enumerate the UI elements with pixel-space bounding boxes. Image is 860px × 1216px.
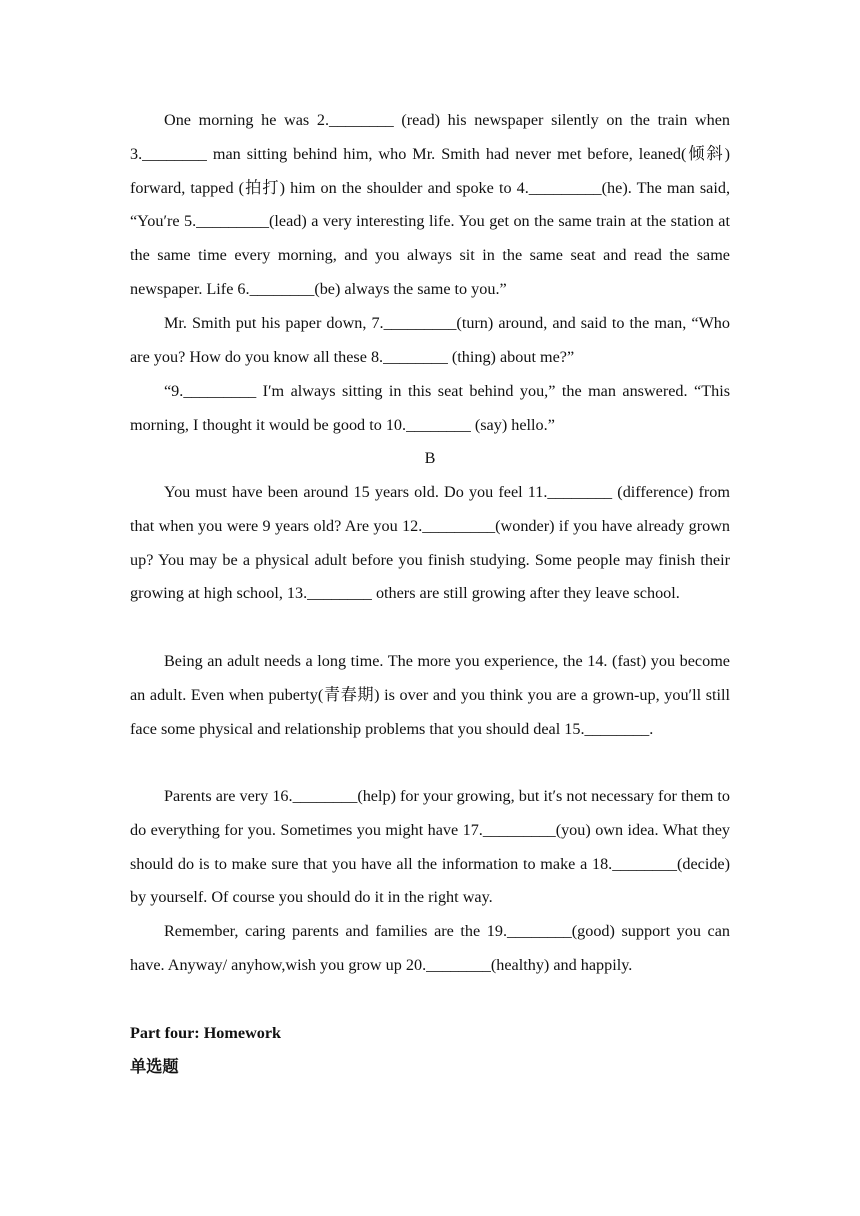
- passage-b-paragraph-2: Being an adult needs a long time. The more you experience, the 14. (fast) you become an adult. Even when puberty(青春期) is over and you think you are a grown-up, you′ll still face some physical and relationship problems that you should deal 15.________.: [130, 652, 730, 738]
- passage-a-paragraph-1: One morning he was 2.________ (read) his newspaper silently on the train when 3.________ man sitting behind him, who Mr. Smith had never met before, leaned(倾斜) forward, tapped (拍打) him on the shoulder and spoke to 4._________(he). The man said, “You′re 5._________(lead) a very interesting life. You get on the same train at the station at the same time every morning, and you always sit in the same seat and read the same newspaper. Life 6.________(be) always the same to you.”: [130, 111, 730, 298]
- passage-b-paragraph-1: You must have been around 15 years old. Do you feel 11.________ (difference) from that when you were 9 years old? Are you 12._________(wonder) if you have already grown up? You may be a physical adult before you finish studying. Some people may finish their growing at high school, 13.________ others are still growing after they leave school.: [130, 483, 730, 603]
- passage-b-paragraph-3: Parents are very 16.________(help) for your growing, but it′s not necessary for them to do everything for you. Sometimes you might have 17._________(you) own idea. What they should do is to make sure that you have all the information to make a 18.________(decide) by yourself. Of course you should do it in the right way.: [130, 787, 730, 907]
- part-four-subheading: 单选题: [130, 1058, 179, 1076]
- passage-b-label: B: [424, 449, 436, 467]
- passage-a-paragraph-2: Mr. Smith put his paper down, 7._________(turn) around, and said to the man, “Who are you? How do you know all these 8.________ (thing) about me?”: [130, 314, 730, 366]
- passage-b-paragraph-4: Remember, caring parents and families are the 19.________(good) support you can have. Anyway/ anyhow,wish you grow up 20.________(healthy) and happily.: [130, 922, 730, 974]
- passage-a-paragraph-3: “9._________ I′m always sitting in this seat behind you,” the man answered. “This morning, I thought it would be good to 10.________ (say) hello.”: [130, 382, 730, 434]
- part-four-heading: Part four: Homework: [130, 1024, 282, 1042]
